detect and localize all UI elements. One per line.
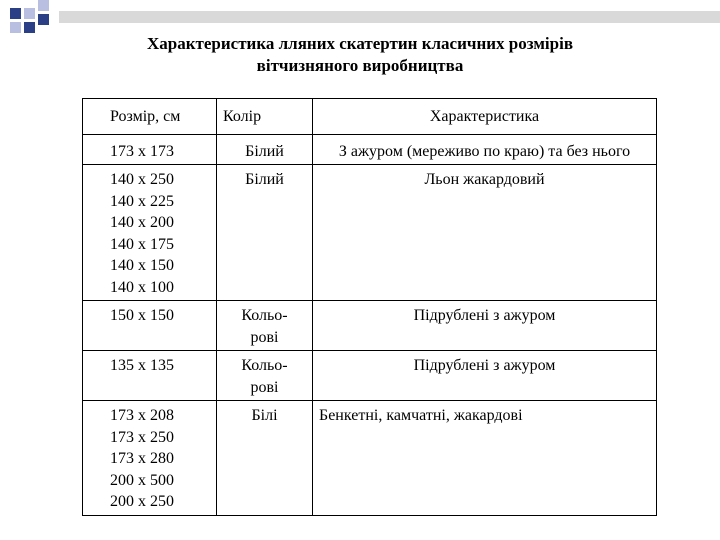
color-value: рові xyxy=(250,378,279,396)
cell-color xyxy=(217,351,313,401)
cell-characteristic: Бенкетні, камчатні, жакардові xyxy=(313,401,657,516)
title-line-2: вітчизняного виробництва xyxy=(256,56,464,75)
table-row xyxy=(83,351,657,401)
header-characteristic: Характеристика xyxy=(313,99,657,135)
decor-square xyxy=(24,22,35,33)
cell-color xyxy=(217,401,313,516)
table-row xyxy=(83,401,657,516)
size-value: 140 х 150 xyxy=(110,257,174,274)
color-value: Білий xyxy=(245,142,284,160)
size-value: 173 х 173 xyxy=(110,142,174,160)
size-value: 135 х 135 xyxy=(110,357,174,374)
decor-square xyxy=(38,14,49,25)
size-value: 173 х 250 xyxy=(110,428,174,446)
tablecloth-table xyxy=(82,98,657,516)
color-value: рові xyxy=(250,328,279,346)
size-value: 173 х 208 xyxy=(110,407,174,424)
color-value: Кольо- xyxy=(241,357,288,374)
decor-square xyxy=(38,0,49,11)
color-value: Кольо- xyxy=(241,307,288,324)
decor-bar xyxy=(59,11,720,23)
cell-sizes xyxy=(83,351,217,401)
table-row xyxy=(83,134,657,165)
color-value: Білі xyxy=(251,407,278,424)
table-row xyxy=(83,301,657,351)
cell-sizes xyxy=(83,301,217,351)
decor-square xyxy=(10,8,21,19)
title-line-1: Характеристика лляних скатертин класичних розмірів xyxy=(146,34,574,53)
size-value: 140 х 100 xyxy=(110,278,174,296)
cell-characteristic: Льон жакардовий xyxy=(313,165,657,301)
cell-characteristic: Підрублені з ажуром xyxy=(313,301,657,351)
cell-sizes xyxy=(83,401,217,516)
table-header-row xyxy=(83,99,657,135)
cell-sizes xyxy=(83,134,217,165)
decor-square xyxy=(24,8,35,19)
size-value: 200 х 250 xyxy=(110,493,174,510)
decor-square xyxy=(10,22,21,33)
size-value: 200 х 500 xyxy=(110,471,174,489)
size-value: 140 х 225 xyxy=(110,192,174,210)
size-value: 140 х 175 xyxy=(110,235,174,253)
cell-color xyxy=(217,165,313,301)
header-color: Колір xyxy=(217,99,313,135)
size-value: 173 х 280 xyxy=(110,450,174,467)
cell-sizes xyxy=(83,165,217,301)
cell-color xyxy=(217,301,313,351)
header-size: Розмір, см xyxy=(83,99,217,135)
size-value: 140 х 250 xyxy=(110,171,174,188)
cell-characteristic: З ажуром (мереживо по краю) та без нього xyxy=(313,134,657,165)
slide-title xyxy=(0,33,720,77)
cell-color xyxy=(217,134,313,165)
size-value: 140 х 200 xyxy=(110,214,174,231)
table-row xyxy=(83,165,657,301)
size-value: 150 х 150 xyxy=(110,307,174,324)
cell-characteristic: Підрублені з ажуром xyxy=(313,351,657,401)
color-value: Білий xyxy=(245,171,284,188)
